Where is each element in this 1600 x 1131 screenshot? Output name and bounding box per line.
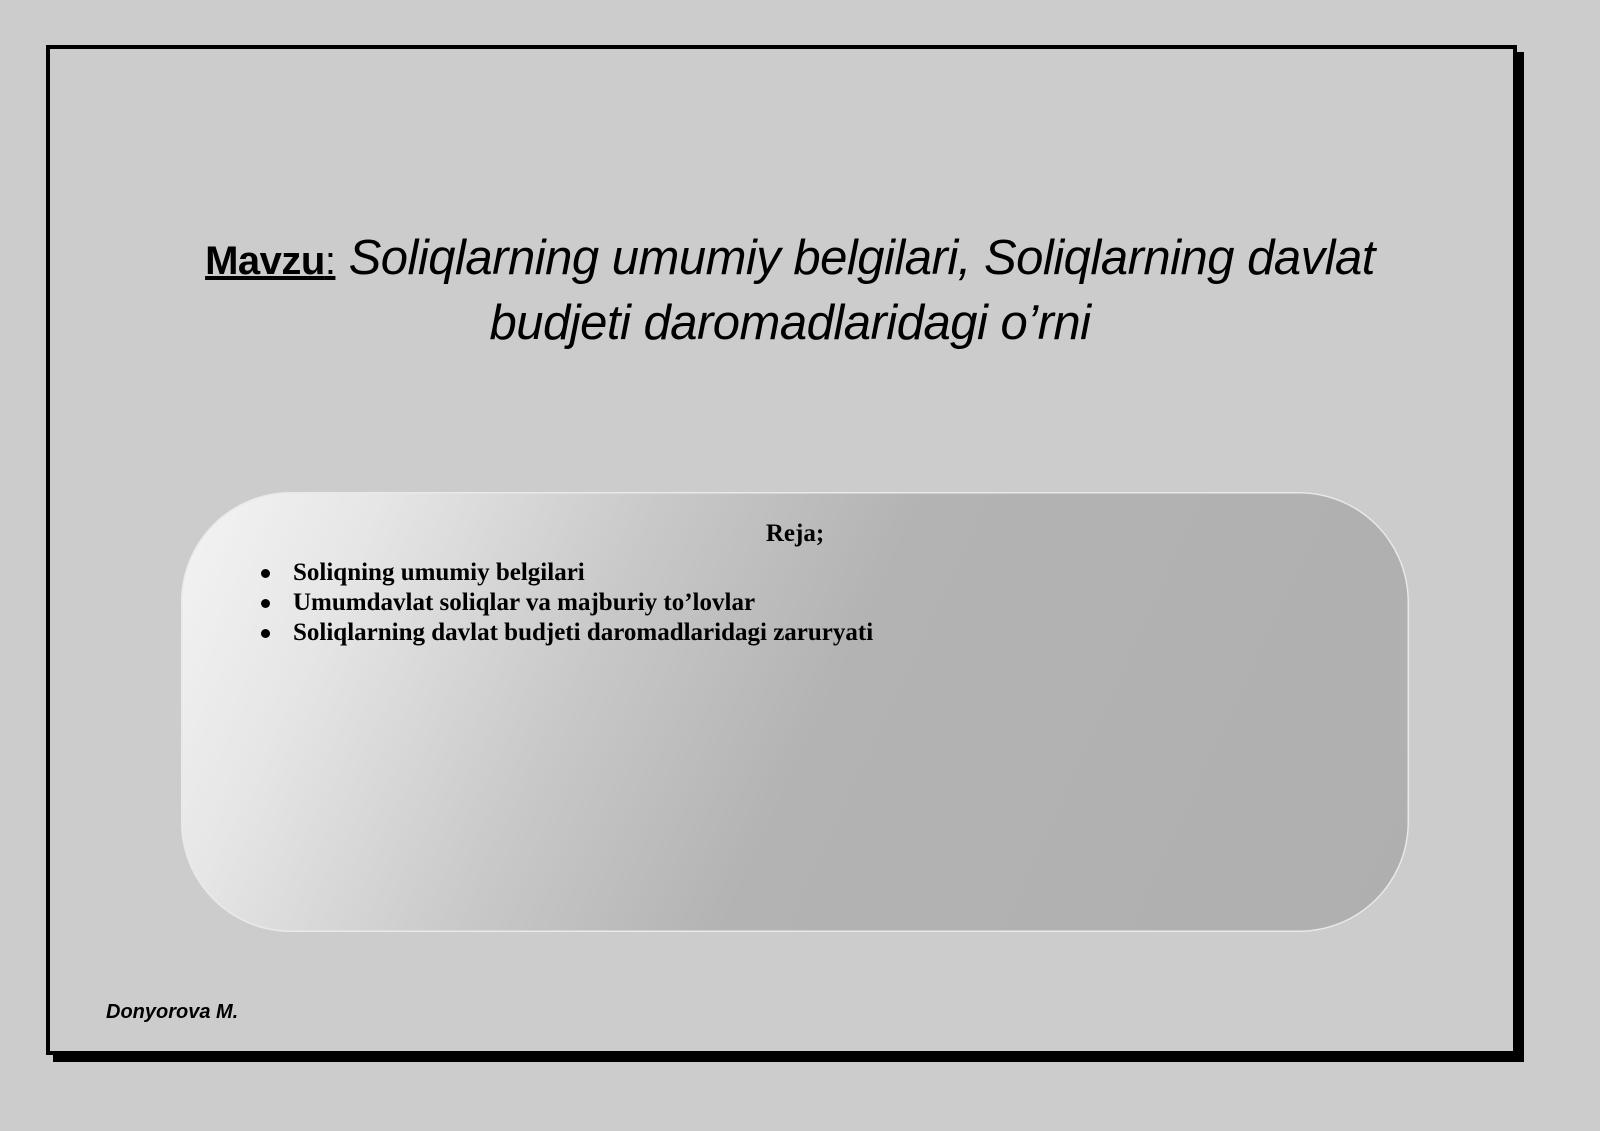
plan-box	[181, 492, 1409, 932]
author-name: Donyorova M.	[106, 1001, 239, 1023]
bullet-icon	[261, 629, 270, 638]
plan-heading: Reja;	[765, 520, 825, 547]
plan-item-label: Soliqlarning davlat budjeti daromadlaridagi zaruryati	[293, 619, 874, 646]
title-colon: :	[324, 239, 336, 283]
plan-item-label: Soliqning umumiy belgilari	[293, 559, 585, 586]
slide-frame	[46, 45, 1517, 1055]
list-item	[261, 588, 873, 618]
bullet-icon	[261, 569, 270, 578]
bullet-icon	[261, 599, 270, 608]
slide-title	[150, 227, 1430, 354]
list-item	[261, 558, 873, 588]
plan-item-label: Umumdavlat soliqlar va majburiy to’lovlar	[293, 589, 756, 616]
title-line-2: budjeti daromadlaridagi o’rni	[489, 296, 1091, 350]
title-label: Mavzu	[205, 239, 325, 283]
plan-list	[261, 558, 873, 648]
list-item	[261, 618, 873, 648]
title-line-1: Soliqlarning umumiy belgilari, Soliqlarning davlat	[348, 231, 1375, 285]
